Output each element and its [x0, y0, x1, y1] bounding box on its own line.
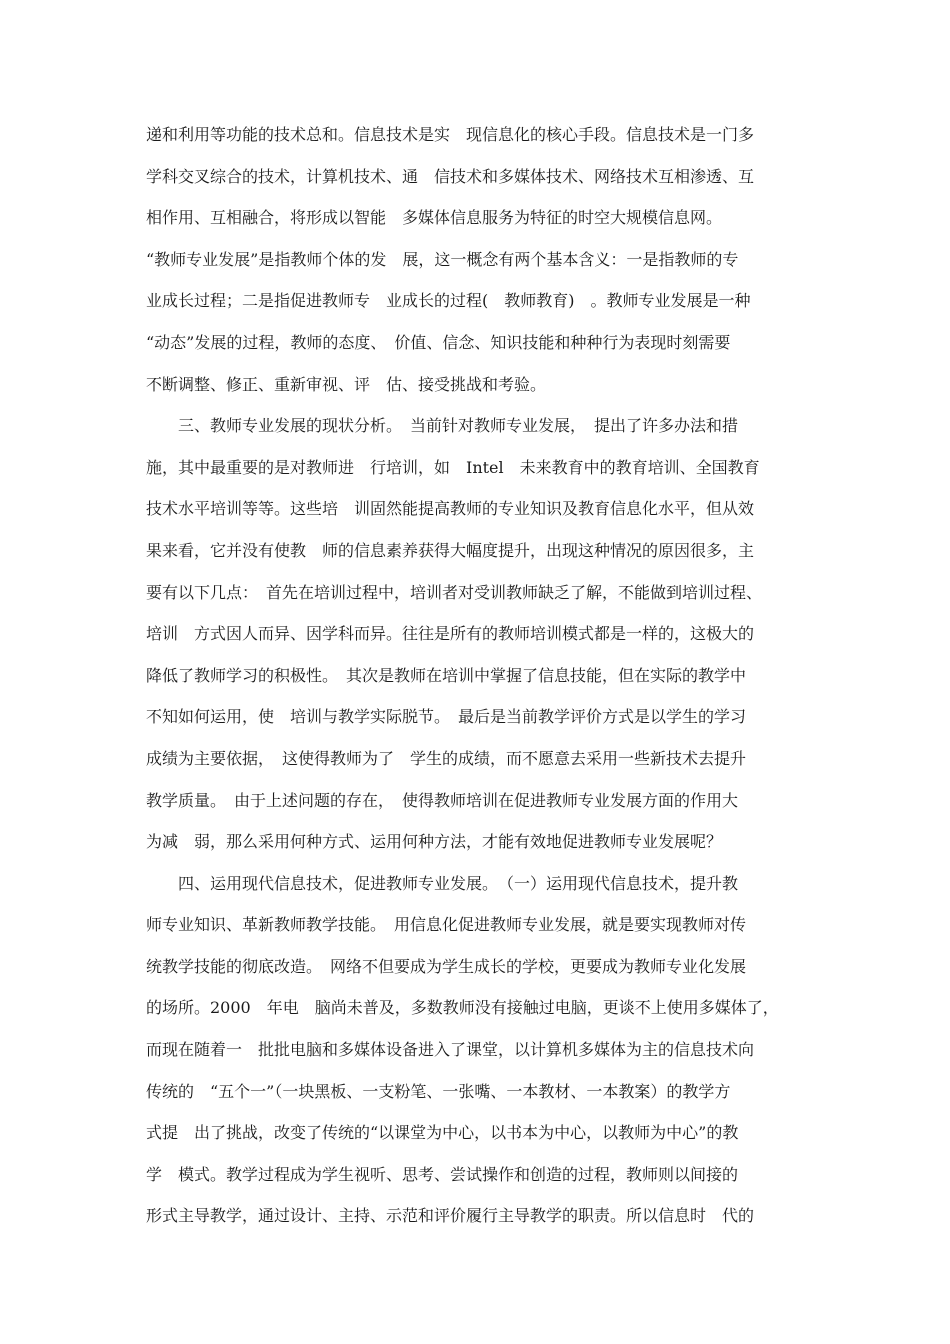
text-line: 相作用、互相融合，将形成以智能 多媒体信息服务为特征的时空大规模信息网。: [146, 208, 723, 228]
text-line: 成绩为主要依据， 这使得教师为了 学生的成绩，而不愿意去采用一些新技术去提升: [146, 748, 747, 768]
text-line: 传统的 “五个一”（一块黑板、一支粉笔、一张嘴、一本教材、一本教案）的教学方: [146, 1081, 731, 1101]
text-line: 而现在随着一 批批电脑和多媒体设备进入了课堂，以计算机多媒体为主的信息技术向: [146, 1040, 755, 1060]
text-line: 不知如何运用，使 培训与教学实际脱节。 最后是当前教学评价方式是以学生的学习: [146, 707, 747, 727]
body-text: [146, 114, 816, 1237]
text-line: “动态”发展的过程，教师的态度、 价值、信念、知识技能和种种行为表现时刻需要: [146, 332, 731, 352]
text-line: 形式主导教学，通过设计、主持、示范和评价履行主导教学的职责。所以信息时 代的: [146, 1206, 755, 1226]
text-line: 施，其中最重要的是对教师进 行培训，如 Intel 未来教育中的教育培训、全国教育: [146, 457, 760, 477]
text-line: 式提 出了挑战，改变了传统的“以课堂为中心，以书本为中心，以教师为中心”的教: [146, 1123, 739, 1143]
text-line: 技术水平培训等等。这些培 训固然能提高教师的专业知识及教育信息化水平，但从效: [146, 499, 755, 519]
text-line: 学 模式。教学过程成为学生视听、思考、尝试操作和创造的过程，教师则以间接的: [146, 1164, 739, 1184]
paragraph-start-line: 三、教师专业发展的现状分析。 当前针对教师专业发展， 提出了许多办法和措: [178, 416, 739, 436]
text-line: 教学质量。 由于上述问题的存在， 使得教师培训在促进教师专业发展方面的作用大: [146, 790, 739, 810]
text-line: 降低了教师学习的积极性。 其次是教师在培训中掌握了信息技能，但在实际的教学中: [146, 665, 747, 685]
text-line: 不断调整、修正、重新审视、评 估、接受挑战和考验。: [146, 374, 547, 394]
text-line: 为减 弱，那么采用何种方式、运用何种方法，才能有效地促进教师专业发展呢？: [146, 832, 723, 852]
text-line: “教师专业发展”是指教师个体的发 展，这一概念有两个基本含义：一是指教师的专: [146, 249, 739, 269]
text-line: 要有以下几点： 首先在培训过程中，培训者对受训教师缺乏了解，不能做到培训过程、: [146, 582, 763, 602]
paragraph-start-line: 四、运用现代信息技术，促进教师专业发展。 （一）运用现代信息技术，提升教: [178, 873, 739, 893]
text-line: 师专业知识、革新教师教学技能。 用信息化促进教师专业发展，就是要实现教师对传: [146, 915, 747, 935]
text-line: 递和利用等功能的技术总和。信息技术是实 现信息化的核心手段。信息技术是一门多: [146, 125, 755, 144]
text-line: 培训 方式因人而异、因学科而异。往往是所有的教师培训模式都是一样的，这极大的: [146, 624, 755, 644]
text-line: 果来看，它并没有使教 师的信息素养获得大幅度提升，出现这种情况的原因很多，主: [146, 540, 755, 560]
text-line: 学科交叉综合的技术，计算机技术、通 信技术和多媒体技术、网络技术互相渗透、互: [146, 166, 755, 186]
text-line: 的场所。2000 年电 脑尚未普及，多数教师没有接触过电脑，更谈不上使用多媒体了，: [146, 998, 779, 1018]
text-line: 业成长过程；二是指促进教师专 业成长的过程( 教师教育) 。教师专业发展是一种: [146, 291, 751, 311]
text-line: 统教学技能的彻底改造。 网络不但要成为学生成长的学校，更要成为教师专业化发展: [146, 956, 747, 976]
